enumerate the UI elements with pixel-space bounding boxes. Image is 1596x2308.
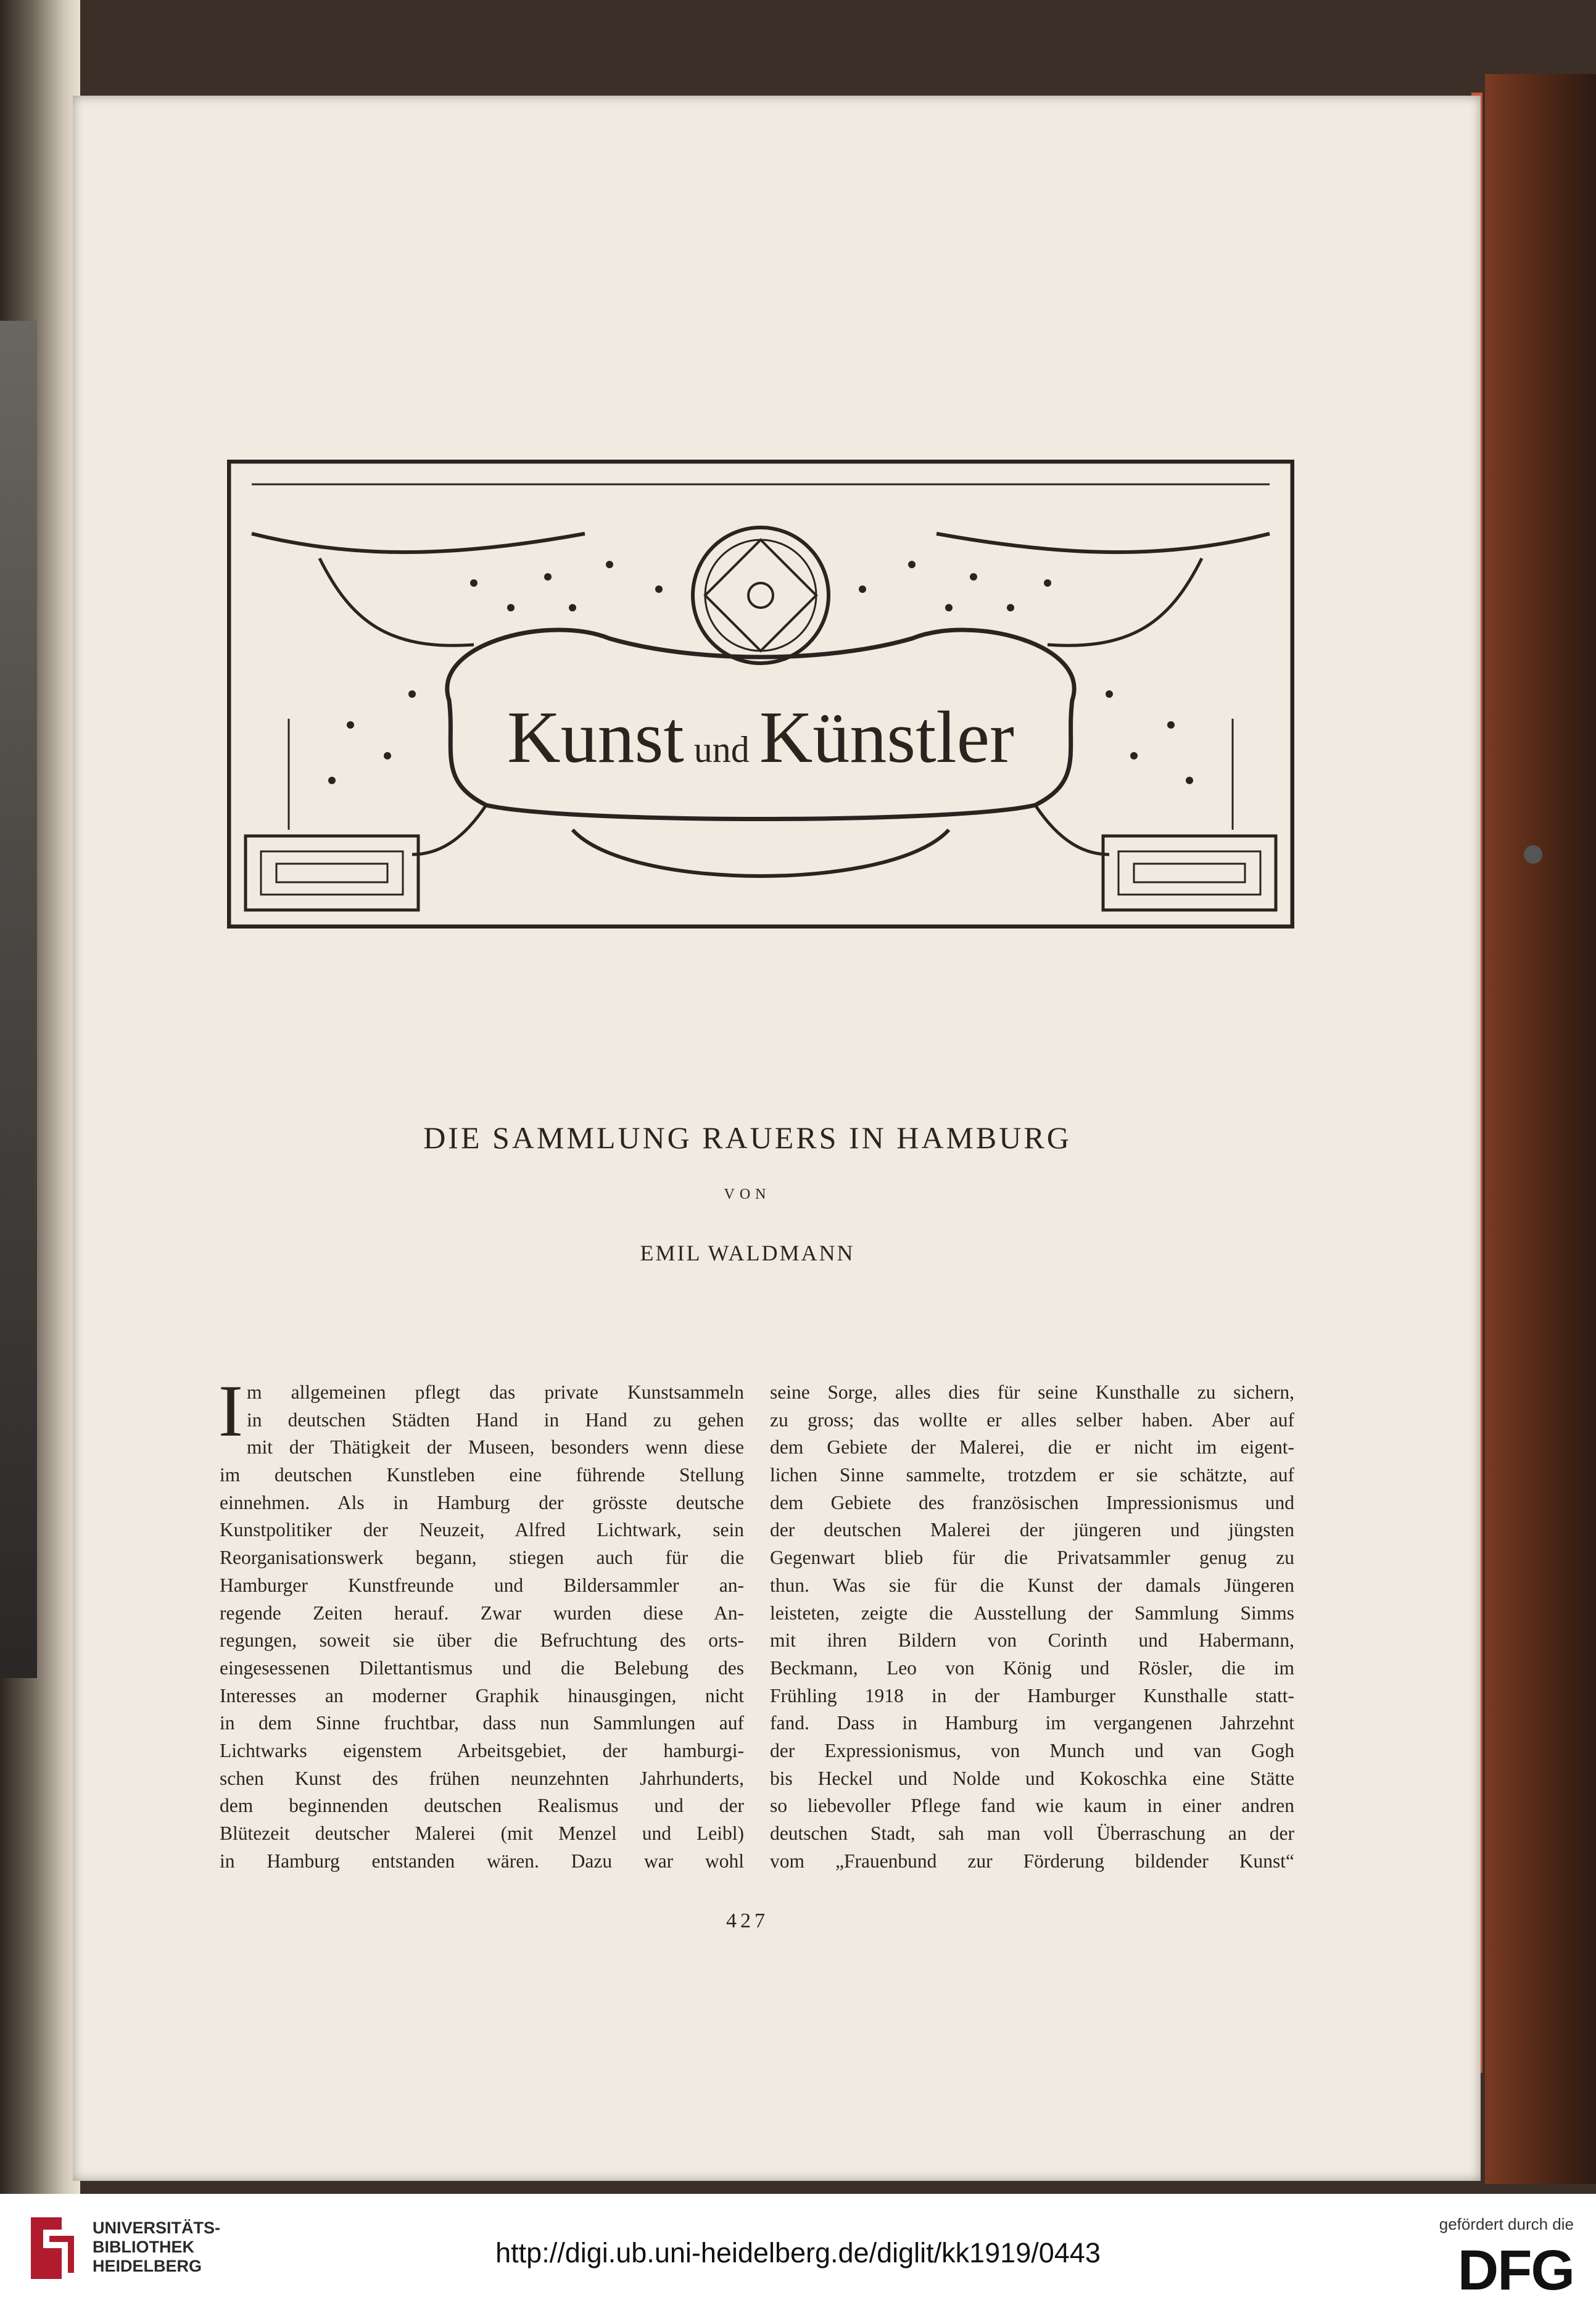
- banner-word-kunst: Kunst: [507, 696, 684, 778]
- text-line: Frühling 1918 in der Hamburger Kunsthalle statt-: [770, 1684, 1294, 1706]
- text-line: Interesses an moderner Graphik hinausgingen, nicht: [220, 1684, 744, 1706]
- university-line-1: UNIVERSITÄTS-: [93, 2219, 221, 2237]
- footer-bar: [0, 2194, 1596, 2308]
- text-line: leisteten, zeigte die Ausstellung der Sammlung Simms: [770, 1602, 1294, 1624]
- text-column-left: [218, 1370, 744, 1875]
- text-line: Blütezeit deutscher Malerei (mit Menzel und Leibl): [220, 1822, 744, 1844]
- text-line: mit der Thätigkeit der Museen, besonders wenn diese: [246, 1436, 744, 1458]
- text-line: dem beginnenden deutschen Realismus und der: [220, 1795, 744, 1817]
- book-clasp: [1524, 845, 1542, 864]
- permalink-url[interactable]: http://digi.ub.uni-heidelberg.de/diglit/kk1919/0443: [495, 2237, 1101, 2269]
- text-line: Gegenwart blieb für die Privatsammler genug zu: [770, 1547, 1294, 1569]
- byline-von: VON: [724, 1186, 771, 1202]
- text-line: dem Gebiete des französischen Impressionismus und: [770, 1491, 1294, 1513]
- text-line: Beckmann, Leo von König und Rösler, die im: [770, 1657, 1294, 1679]
- text-line: eingesessenen Dilettantismus und die Belebung des: [220, 1657, 744, 1679]
- text-line: in Hamburg entstanden wären. Dazu war wohl: [220, 1850, 744, 1872]
- text-line: der Expressionismus, von Munch und van Gogh: [770, 1739, 1294, 1761]
- university-line-2: BIBLIOTHEK: [93, 2238, 194, 2256]
- drop-cap: I: [218, 1370, 243, 1452]
- book-page: [73, 96, 1481, 2181]
- university-line-3: HEIDELBERG: [93, 2257, 202, 2275]
- text-line: so liebevoller Pflege fand wie kaum in einer andren: [770, 1795, 1294, 1817]
- text-line: einnehmen. Als in Hamburg der grösste deutsche: [220, 1491, 744, 1513]
- text-line: Hamburger Kunstfreunde und Bildersammler an-: [220, 1574, 744, 1596]
- text-line: mit ihren Bildern von Corinth und Habermann,: [770, 1629, 1294, 1652]
- text-line: der deutschen Malerei der jüngeren und jüngsten: [770, 1519, 1294, 1541]
- article-title: DIE SAMMLUNG RAUERS IN HAMBURG: [423, 1120, 1072, 1155]
- text-line: Kunstpolitiker der Neuzeit, Alfred Lichtwark, sein: [220, 1519, 744, 1541]
- text-line: fand. Dass in Hamburg im vergangenen Jahrzehnt: [770, 1712, 1294, 1734]
- text-column-right: [770, 1379, 1294, 1875]
- book-cover-edge: [1485, 74, 1596, 2184]
- text-line: seine Sorge, alles dies für seine Kunsthalle zu sichern,: [770, 1381, 1294, 1403]
- banner-word-kuenstler: Künstler: [759, 696, 1014, 778]
- text-line: deutschen Stadt, sah man voll Überraschung an der: [770, 1822, 1294, 1844]
- text-line: vom „Frauenbund zur Förderung bildender Kunst“: [770, 1850, 1294, 1872]
- banner-word-und: und: [693, 729, 750, 770]
- text-line: im deutschen Kunstleben eine führende Stellung: [220, 1464, 744, 1486]
- left-page-photo: [0, 321, 37, 1678]
- dfg-logo[interactable]: DFG: [1457, 2239, 1574, 2302]
- text-line: in dem Sinne fruchtbar, dass nun Sammlungen auf: [220, 1712, 744, 1734]
- text-line: regende Zeiten herauf. Zwar wurden diese An-: [220, 1602, 744, 1624]
- header-ornament: [227, 460, 1294, 929]
- text-line: m allgemeinen pflegt das private Kunstsammeln: [246, 1381, 744, 1403]
- svg-text:Kunst und Künstler: [507, 696, 1014, 778]
- article-author: EMIL WALDMANN: [640, 1241, 855, 1265]
- page-number: 427: [726, 1909, 769, 1932]
- text-line: lichen Sinne sammelte, trotzdem er sie schätzte, auf: [770, 1464, 1294, 1486]
- text-line: schen Kunst des frühen neunzehnten Jahrhunderts,: [220, 1767, 744, 1789]
- funding-caption: gefördert durch die: [1439, 2215, 1574, 2233]
- text-line: Reorganisationswerk begann, stiegen auch für die: [220, 1547, 744, 1569]
- text-line: dem Gebiete der Malerei, die er nicht im eigent-: [770, 1436, 1294, 1458]
- text-line: zu gross; das wollte er alles selber haben. Aber auf: [770, 1408, 1294, 1431]
- text-line: thun. Was sie für die Kunst der damals Jüngeren: [770, 1574, 1294, 1596]
- text-line: bis Heckel und Nolde und Kokoschka eine Stätte: [770, 1767, 1294, 1789]
- text-line: regungen, soweit sie über die Befruchtung des orts-: [220, 1629, 744, 1652]
- text-line: Lichtwarks eigenstem Arbeitsgebiet, der hamburgi-: [220, 1739, 744, 1761]
- text-line: in deutschen Städten Hand in Hand zu gehen: [246, 1408, 744, 1431]
